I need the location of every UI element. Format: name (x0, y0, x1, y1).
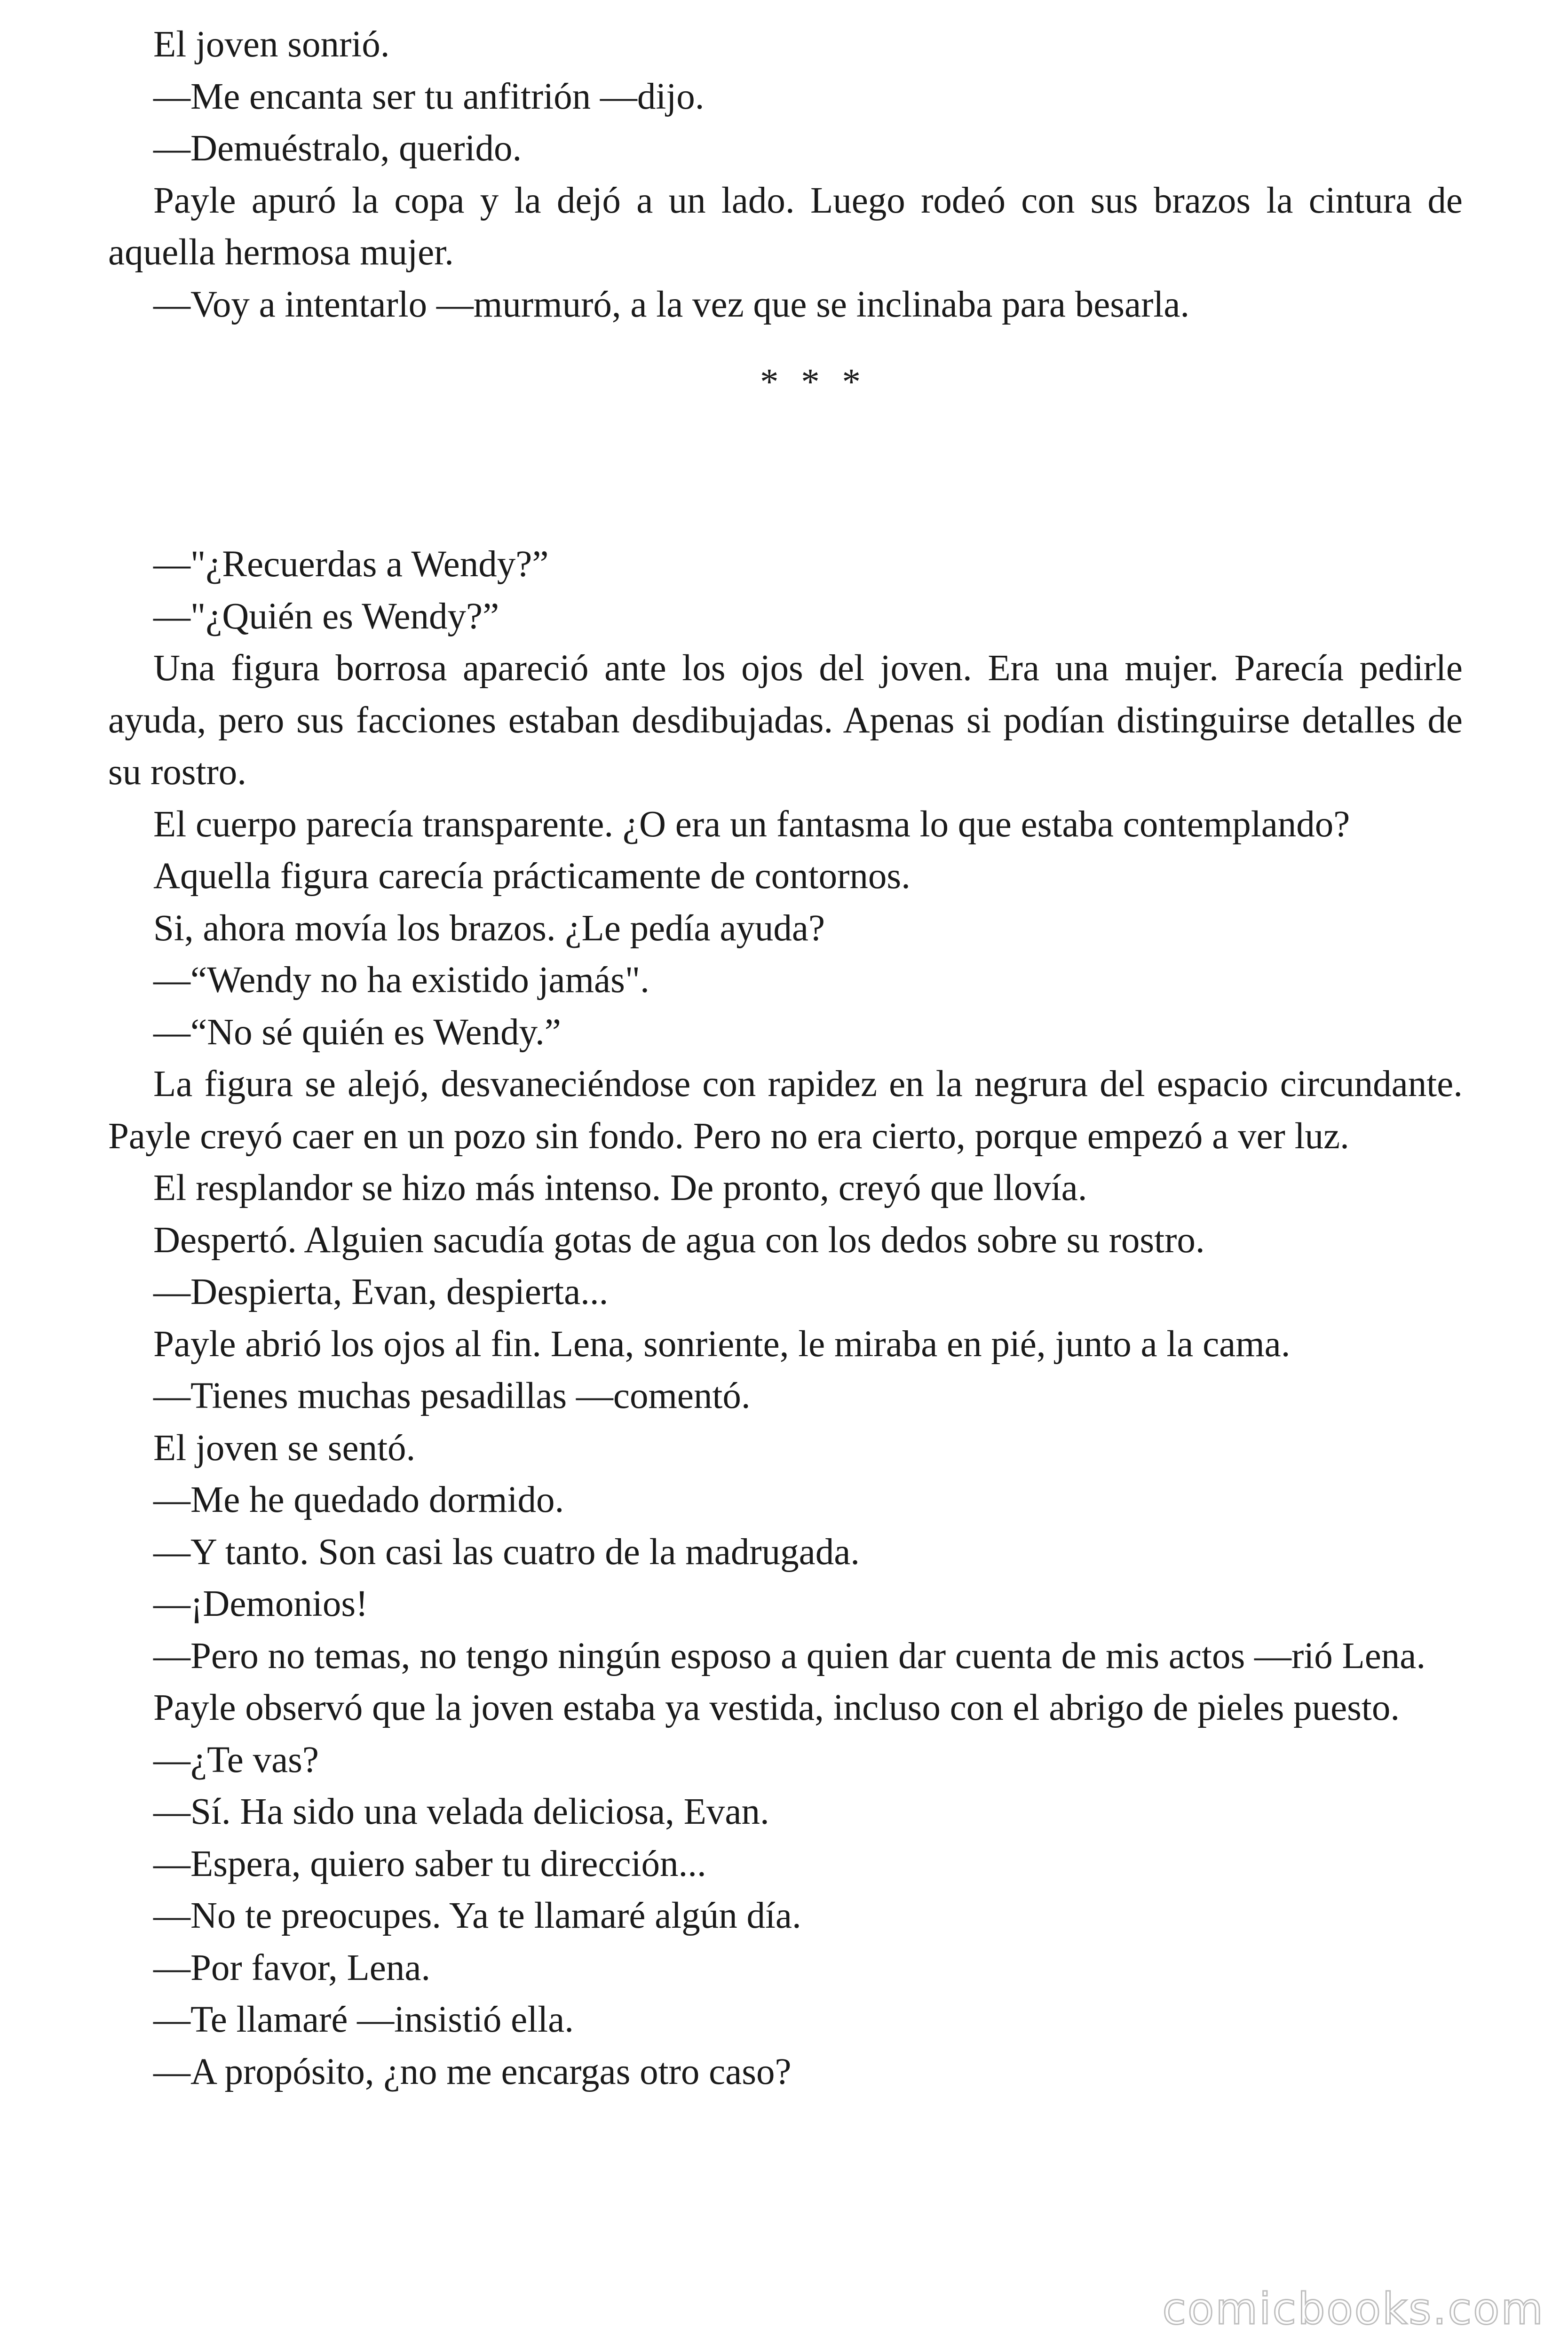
paragraph: Si, ahora movía los brazos. ¿Le pedía ayuda? (153, 907, 825, 949)
paragraph: Payle observó que la joven estaba ya vestida, incluso con el abrigo de pieles puesto. (153, 1687, 1400, 1728)
paragraph: El joven sonrió. (153, 24, 390, 65)
separator-asterisks: * * * (760, 362, 867, 403)
page-text (108, 19, 1463, 2098)
paragraph: —Voy a intentarlo —murmuró, a la vez que se inclinaba para besarla. (153, 284, 1190, 325)
paragraph: —Te llamaré —insistió ella. (153, 1999, 574, 2040)
paragraph: —Espera, quiero saber tu dirección... (153, 1843, 706, 1884)
paragraph: Aquella figura carecía prácticamente de contornos. (153, 856, 911, 897)
paragraph: —Me he quedado dormido. (153, 1479, 564, 1520)
paragraph: —"¿Recuerdas a Wendy?” (153, 544, 549, 585)
paragraph: Una figura borrosa apareció ante los ojos del joven. Era una mujer. Parecía pedirle ayuda, pero sus facciones estaban desdibujadas. Apenas si podían distinguirse detalles de su rostro. (108, 648, 1463, 793)
paragraph: El cuerpo parecía transparente. ¿O era un fantasma lo que estaba contemplando? (153, 803, 1350, 845)
paragraph: —Tienes muchas pesadillas —comentó. (153, 1375, 751, 1416)
scene-separator (108, 331, 1463, 539)
paragraph: —Y tanto. Son casi las cuatro de la madrugada. (153, 1531, 860, 1573)
paragraph: —Me encanta ser tu anfitrión —dijo. (153, 76, 705, 117)
watermark-logo: comicbooks.com (1162, 2284, 1544, 2334)
paragraph: —No te preocupes. Ya te llamaré algún día. (153, 1895, 801, 1936)
paragraph: Despertó. Alguien sacudía gotas de agua con los dedos sobre su rostro. (153, 1219, 1205, 1261)
paragraph: —Despierta, Evan, despierta... (153, 1271, 609, 1312)
paragraph: —¡Demonios! (153, 1583, 368, 1624)
paragraph: —“Wendy no ha existido jamás". (153, 960, 649, 1001)
paragraph: El joven se sentó. (153, 1427, 416, 1469)
paragraph: —Demuéstralo, querido. (153, 128, 522, 169)
paragraph: —“No sé quién es Wendy.” (153, 1011, 561, 1053)
paragraph: —¿Te vas? (153, 1739, 319, 1780)
paragraph: Payle abrió los ojos al fin. Lena, sonriente, le miraba en pié, junto a la cama. (153, 1323, 1291, 1365)
paragraph: El resplandor se hizo más intenso. De pronto, creyó que llovía. (153, 1168, 1087, 1208)
paragraph: —Por favor, Lena. (153, 1947, 431, 1988)
paragraph: Payle apuró la copa y la dejó a un lado. Luego rodeó con sus brazos la cintura de aquella hermosa mujer. (108, 180, 1463, 273)
paragraph: —Pero no temas, no tengo ningún esposo a quien dar cuenta de mis actos —rió Lena. (153, 1635, 1426, 1677)
paragraph: —A propósito, ¿no me encargas otro caso? (153, 2051, 792, 2092)
paragraph: La figura se alejó, desvaneciéndose con rapidez en la negrura del espacio circundante. Payle creyó caer en un pozo sin fondo. Pero no era cierto, porque empezó a ver luz. (108, 1064, 1463, 1157)
paragraph: —Sí. Ha sido una velada deliciosa, Evan. (153, 1791, 769, 1832)
paragraph: —"¿Quién es Wendy?” (153, 596, 499, 637)
